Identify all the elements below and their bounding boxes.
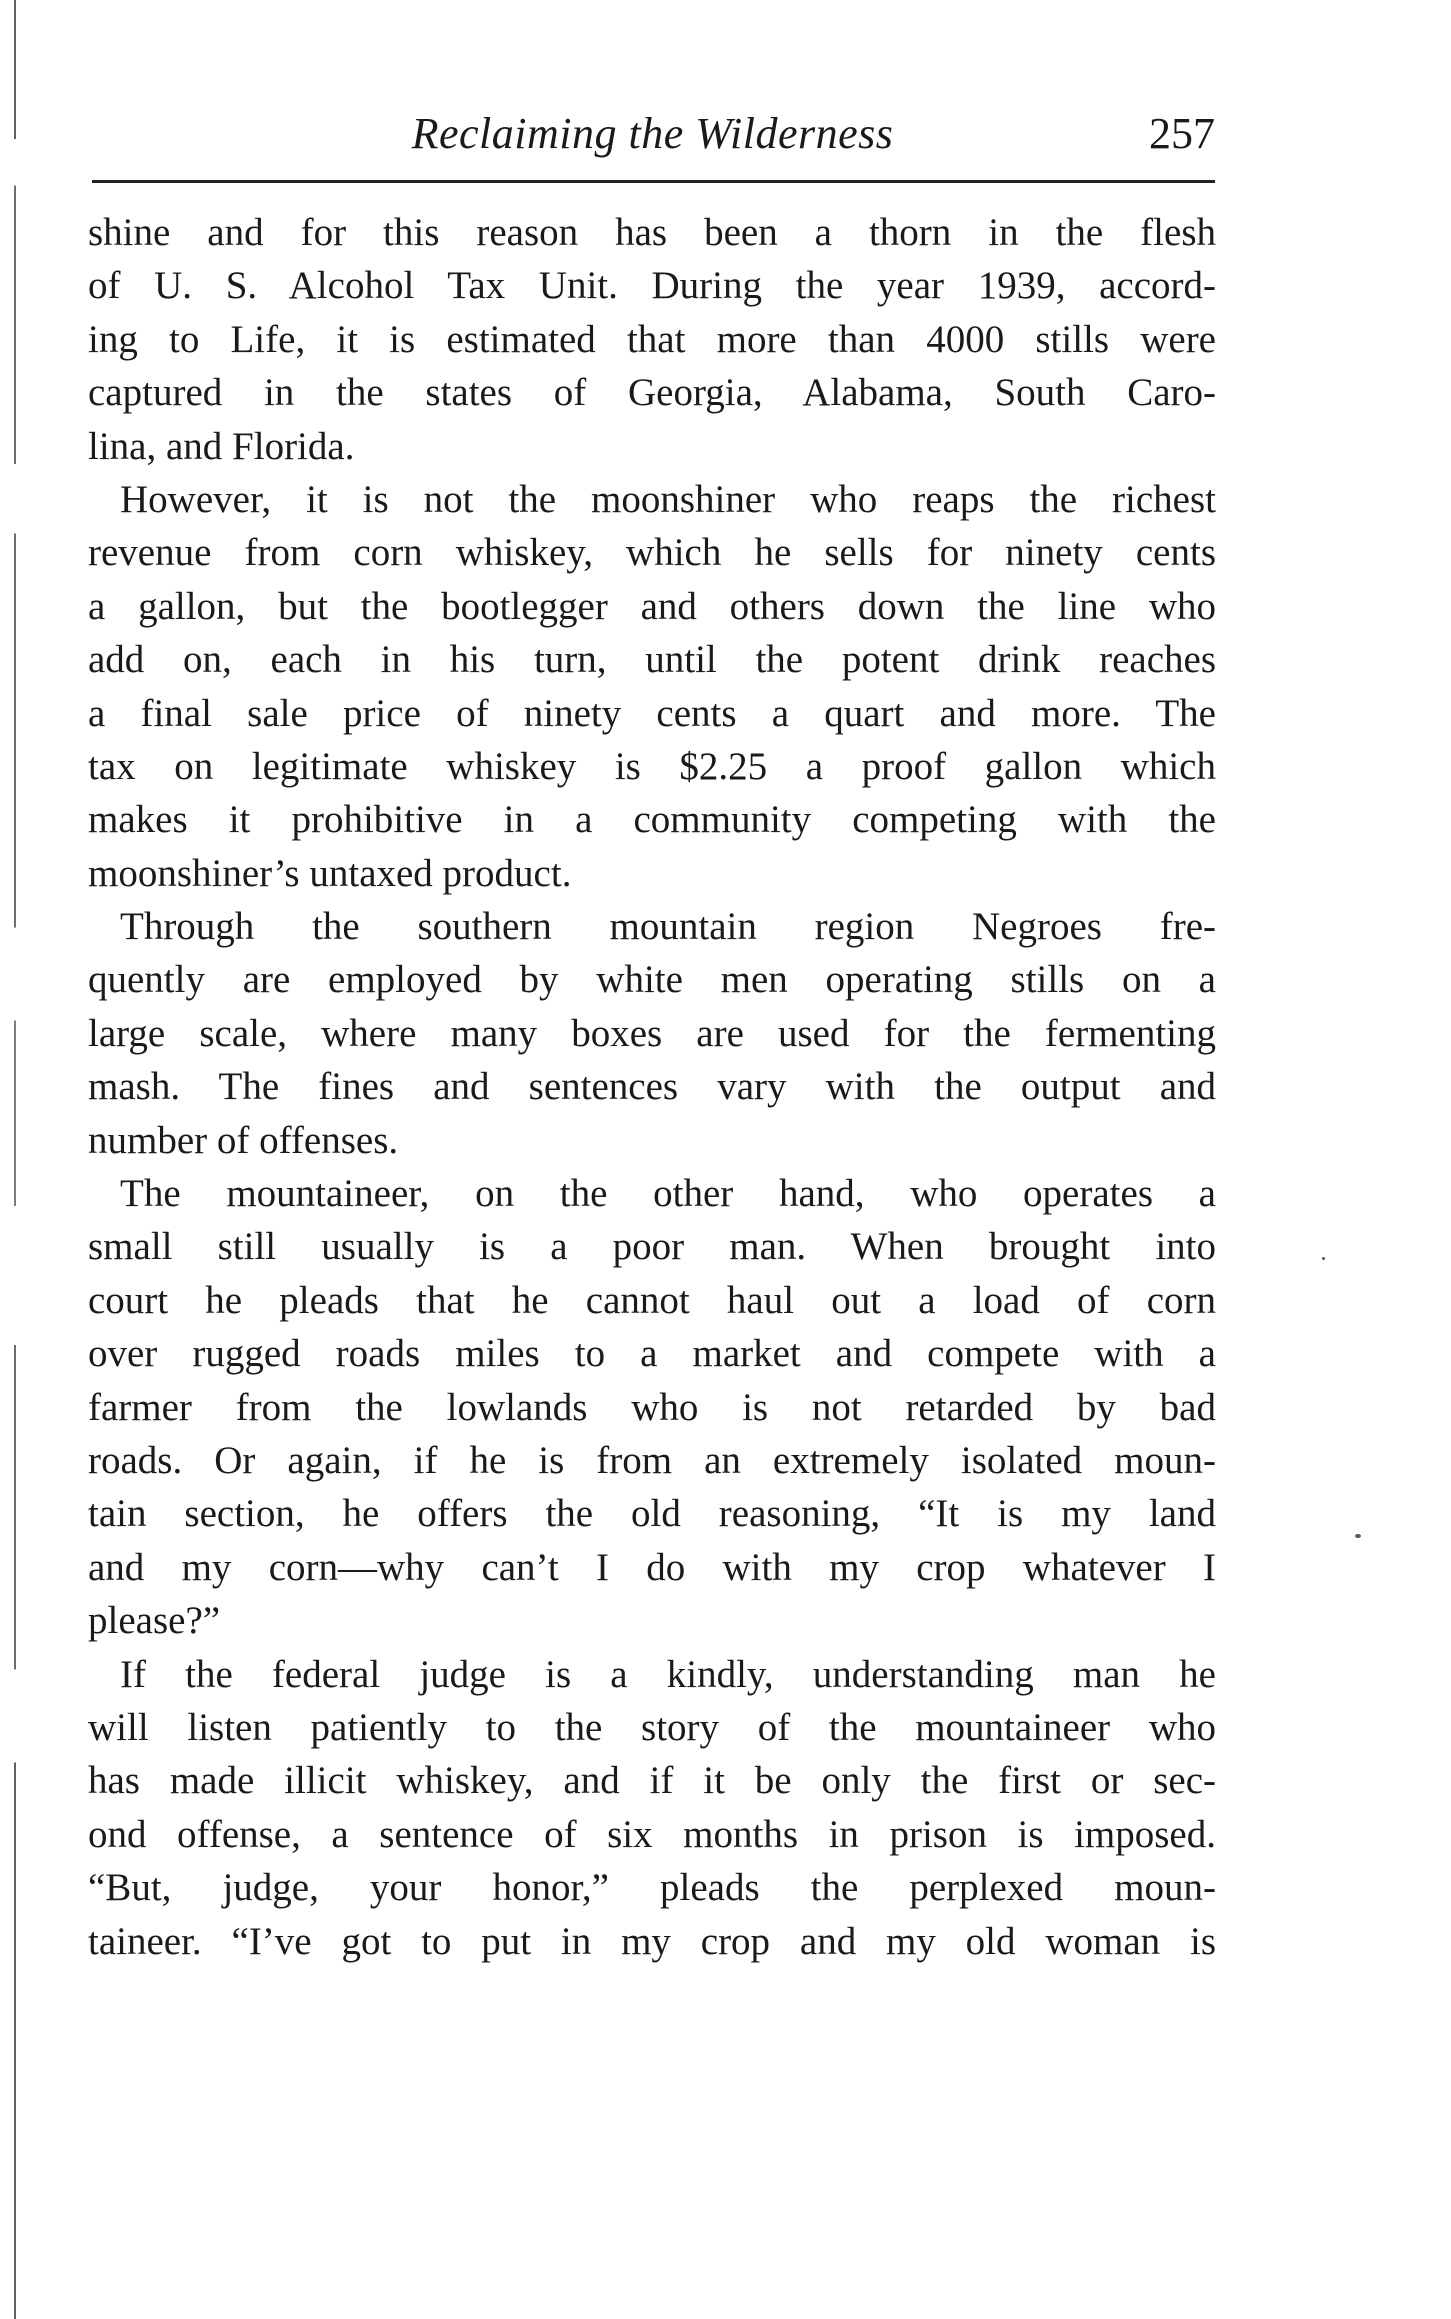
text-line: please?” bbox=[88, 1599, 221, 1643]
running-head bbox=[90, 104, 1215, 164]
text-line: quently are employed by white men operating stills on a bbox=[88, 958, 1216, 1002]
text-line: ond offense, a sentence of six months in prison is imposed. bbox=[88, 1812, 1216, 1856]
paragraph-start-line: The mountaineer, on the other hand, who operates a bbox=[120, 1172, 1216, 1216]
text-line: will listen patiently to the story of the mountaineer who bbox=[88, 1705, 1216, 1749]
text-line: farmer from the lowlands who is not retarded by bad bbox=[88, 1385, 1216, 1429]
text-line: captured in the states of Georgia, Alabama, South Caro- bbox=[88, 371, 1216, 415]
text-line: ing to Life, it is estimated that more than 4000 stills were bbox=[88, 317, 1216, 361]
text-line: mash. The fines and sentences vary with the output and bbox=[88, 1065, 1216, 1109]
scan-edge-shadow bbox=[14, 0, 16, 2319]
text-line: add on, each in his turn, until the potent drink reaches bbox=[88, 638, 1216, 682]
text-line: number of offenses. bbox=[88, 1118, 399, 1162]
body-text bbox=[88, 206, 1216, 1968]
text-line: tain section, he offers the old reasoning, “It is my land bbox=[88, 1492, 1216, 1536]
header-rule bbox=[92, 180, 1215, 183]
running-title: Reclaiming the Wilderness bbox=[411, 109, 894, 158]
text-line: roads. Or again, if he is from an extremely isolated moun- bbox=[88, 1438, 1216, 1482]
text-line: shine and for this reason has been a thorn in the flesh bbox=[88, 211, 1216, 254]
paragraph-start-line: However, it is not the moonshiner who reaps the richest bbox=[120, 477, 1216, 521]
text-line: taineer. “I’ve got to put in my crop and my old woman is bbox=[88, 1919, 1216, 1963]
text-line: of U. S. Alcohol Tax Unit. During the year 1939, accord- bbox=[88, 264, 1216, 308]
text-line: a gallon, but the bootlegger and others down the line who bbox=[88, 584, 1216, 628]
text-line: court he pleads that he cannot haul out a load of corn bbox=[88, 1278, 1216, 1322]
text-line: small still usually is a poor man. When brought into bbox=[88, 1225, 1216, 1269]
paragraph-start-line: Through the southern mountain region Negroes fre- bbox=[120, 905, 1216, 949]
text-line: makes it prohibitive in a community competing with the bbox=[88, 798, 1216, 842]
scan-speck bbox=[1355, 1534, 1361, 1538]
page-number: 257 bbox=[1149, 109, 1215, 158]
text-line: a final sale price of ninety cents a quart and more. The bbox=[88, 691, 1216, 735]
text-line: moonshiner’s untaxed product. bbox=[88, 851, 572, 895]
text-line: “But, judge, your honor,” pleads the perplexed moun- bbox=[88, 1866, 1216, 1910]
text-line: revenue from corn whiskey, which he sells for ninety cents bbox=[88, 531, 1216, 575]
text-line: tax on legitimate whiskey is $2.25 a proof gallon which bbox=[88, 744, 1216, 788]
text-line: over rugged roads miles to a market and compete with a bbox=[88, 1332, 1216, 1376]
scan-speck bbox=[1322, 1257, 1325, 1260]
text-line: and my corn—why can’t I do with my crop whatever I bbox=[88, 1545, 1216, 1589]
paragraph-start-line: If the federal judge is a kindly, understanding man he bbox=[120, 1652, 1216, 1696]
text-line: has made illicit whiskey, and if it be only the first or sec- bbox=[88, 1759, 1216, 1803]
text-line: lina, and Florida. bbox=[88, 424, 355, 468]
text-line: large scale, where many boxes are used for the fermenting bbox=[88, 1011, 1216, 1055]
